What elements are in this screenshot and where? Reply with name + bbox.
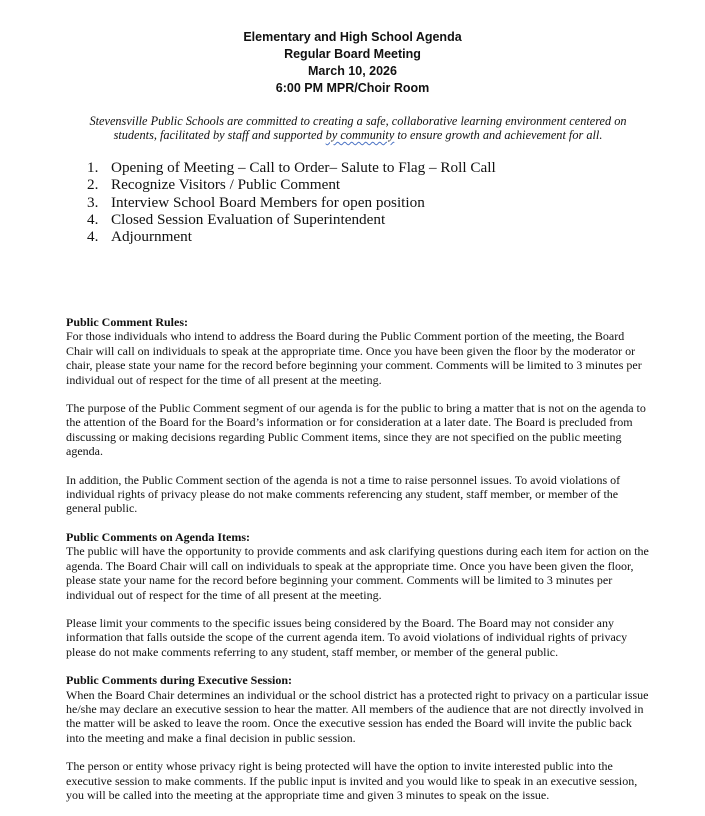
agenda-item <box>87 228 496 245</box>
agenda-item-number: 3. <box>87 193 99 211</box>
agenda-item-number: 2. <box>87 176 99 194</box>
section-heading: Public Comments during Executive Session: <box>66 673 293 688</box>
agenda-title: Elementary and High School Agenda <box>243 30 462 44</box>
public-comment-rules <box>66 315 652 387</box>
paragraph: Please limit your comments to the specific issues being considered by the Board. The Board may not consider any information that falls outside the scope of the current agenda item. To avoid violations of individual rights of privacy please do not make comments referring to any student, staff member, or member of the general public. <box>66 615 628 659</box>
meeting-time-location: 6:00 PM MPR/Choir Room <box>275 81 430 95</box>
agenda-item-number: 4. <box>87 228 99 246</box>
comment-rules-section <box>66 315 652 816</box>
section-heading: Public Comment Rules: <box>66 315 188 329</box>
meeting-type: Regular Board Meeting <box>284 47 421 61</box>
agenda-item-number: 4. <box>87 210 99 228</box>
agenda-item <box>87 159 496 176</box>
paragraph: For those individuals who intend to address the Board during the Public Comment portion of the meeting, the Board Chair will call on individuals to speak at the appropriate time. Once you have been given the floor by the moderator or chair, please state your name for the record before beginning your comment. Comments will be limited to 3 minutes per individual out of respect for the time of all present at the meeting. <box>66 329 642 387</box>
agenda-item-number: 1. <box>87 159 99 176</box>
mission-spellcheck-underline: by community <box>325 128 395 142</box>
agenda-item-text: Recognize Visitors / Public Comment <box>111 176 341 194</box>
mission-text-start: Stevensville Public Schools are committed to creating a safe, collaborative learning environment centered on students, facilitated by staff and supported <box>89 114 627 142</box>
agenda-item <box>87 194 496 211</box>
paragraph: The person or entity whose privacy right is being protected will have the option to invite interested public into the executive session to make comments. If the public input is invited and you would like to speak in an executive session, you will be called into the meeting at the appropriate time and given 3 minutes to speak on the issue. <box>66 759 638 802</box>
agenda-item-text: Interview School Board Members for open position <box>111 193 425 211</box>
agenda-item-text: Opening of Meeting – Call to Order– Salute to Flag – Roll Call <box>111 159 496 176</box>
section-heading: Public Comments on Agenda Items: <box>66 529 251 544</box>
public-comments-agenda-items <box>66 530 652 602</box>
agenda-item-text: Adjournment <box>111 228 192 246</box>
paragraph: When the Board Chair determines an individual or the school district has a protected right to privacy on a particular issue he/she may declare an executive session to hear the matter. All members of the audience that are not directly involved in the matter will be asked to leave the room. Once the executive session has ended the Board will invite the public back into the meeting and make a final decision in public session. <box>66 687 649 745</box>
mission-text-end: to ensure growth and achievement for all. <box>394 128 603 142</box>
agenda-list <box>87 159 496 245</box>
agenda-item-text: Closed Session Evaluation of Superintendent <box>111 210 386 228</box>
meeting-date: March 10, 2026 <box>308 64 397 78</box>
paragraph: The public will have the opportunity to provide comments and ask clarifying questions during each item for action on the agenda. The Board Chair will call on individuals to speak at the appropriate time. Once you have been given the floor, please state your name for the record before beginning your comment. Comments will be limited to 3 minutes per individual out of respect for the time of all present at the meeting. <box>66 544 649 602</box>
agenda-item <box>87 211 496 228</box>
agenda-header <box>0 29 705 97</box>
paragraph: The purpose of the Public Comment segment of our agenda is for the public to bring a matter that is not on the agenda to the attention of the Board for the Board’s information or for consideration at a later date. The Board is precluded from discussing or making decisions regarding Public Comment items, since they are not specified on the public meeting agenda. <box>66 401 646 459</box>
mission-statement <box>78 114 638 142</box>
public-comments-executive-session <box>66 673 652 745</box>
agenda-item <box>87 176 496 193</box>
paragraph: In addition, the Public Comment section of the agenda is not a time to raise personnel issues. To avoid violations of individual rights of privacy please do not make comments referencing any student, staff member, or member of the general public. <box>66 472 621 516</box>
